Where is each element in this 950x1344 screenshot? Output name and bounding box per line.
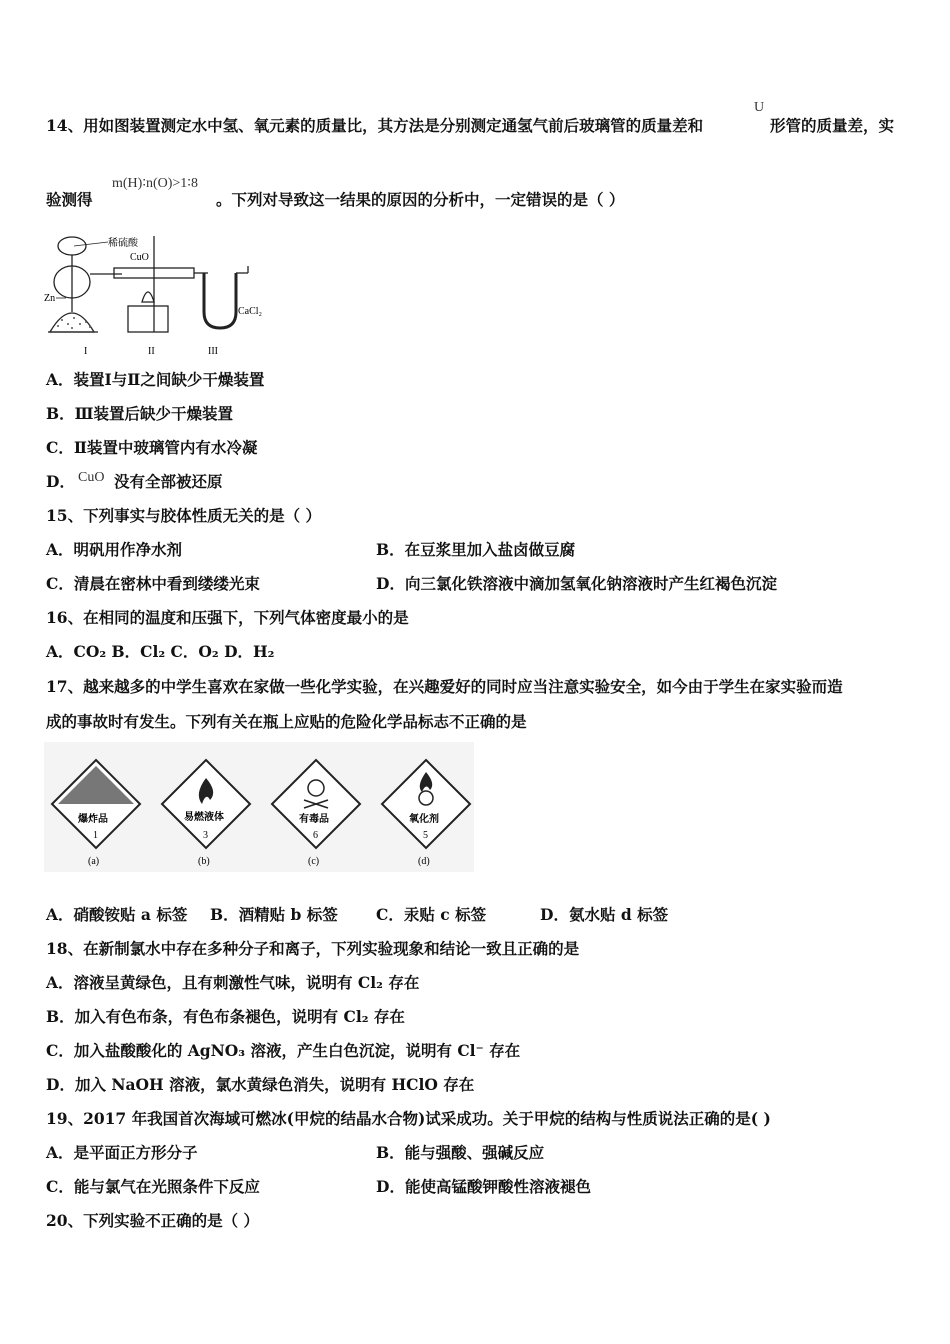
label-cuo: CuO [130, 252, 149, 263]
q19-option-a: A．是平面正方形分子 [46, 1143, 198, 1162]
label-zn: Zn [44, 293, 56, 304]
label-cacl2: CaCl₂ [238, 306, 263, 317]
q14-option-b: B．Ⅲ装置后缺少干燥装置 [46, 404, 233, 423]
q14-option-d-head: D． [46, 472, 75, 491]
q19-option-d: D．能使高锰酸钾酸性溶液褪色 [376, 1177, 591, 1196]
hazard-signs-figure [44, 742, 474, 872]
sign-c-num: 6 [313, 830, 318, 841]
q17-line2: 成的事故时有发生。下列有关在瓶上应贴的危险化学品标志不正确的是 [46, 712, 527, 731]
u-tube-symbol: U [754, 100, 765, 115]
sign-d-caption: (d) [418, 856, 430, 867]
q14-option-d-formula: CuO [78, 470, 105, 485]
q15-option-a: A．明矾用作净水剂 [46, 540, 183, 559]
q18-option-d: D．加入 NaOH 溶液，氯水黄绿色消失，说明有 HClO 存在 [46, 1075, 475, 1094]
sign-d-num: 5 [423, 830, 428, 841]
sign-b-num: 3 [203, 830, 208, 841]
sign-b-text: 易燃液体 [184, 812, 224, 823]
q17-option-a: A．硝酸铵贴 a 标签 [46, 905, 188, 924]
sign-a-caption: (a) [88, 856, 100, 867]
q14-line1-text: 14、用如图装置测定水中氢、氧元素的质量比，其方法是分别测定通氢气前后玻璃管的质量差和 [46, 116, 704, 135]
apparatus-figure [44, 232, 274, 360]
q18-option-c: C．加入盐酸酸化的 AgNO₃ 溶液，产生白色沉淀，说明有 Cl⁻ 存在 [46, 1041, 521, 1060]
q19-stem: 19、2017 年我国首次海域可燃冰(甲烷的结晶水合物)试采成功。关于甲烷的结构与性质说法正确的是( ) [46, 1109, 771, 1128]
sign-a-text: 爆炸品 [78, 814, 108, 825]
label-acid: 稀硫酸 [108, 238, 138, 249]
sign-c-text: 有毒品 [299, 814, 329, 825]
kipp-generator [48, 237, 122, 332]
label-i: I [84, 346, 88, 357]
q15-option-c: C．清晨在密林中看到缕缕光束 [46, 574, 260, 593]
q18-option-b: B．加入有色布条，有色布条褪色，说明有 Cl₂ 存在 [46, 1007, 405, 1026]
q15-option-d: D．向三氯化铁溶液中滴加氢氧化钠溶液时产生红褐色沉淀 [376, 574, 777, 593]
q14-ratio-formula: m(H)∶n(O)>1∶8 [112, 176, 198, 191]
q15-stem: 15、下列事实与胶体性质无关的是（ ） [46, 506, 321, 525]
q18-option-a: A．溶液呈黄绿色，且有刺激性气味，说明有 Cl₂ 存在 [46, 973, 420, 992]
q17-line1: 17、越来越多的中学生喜欢在家做一些化学实验，在兴趣爱好的同时应当注意实验安全，如今由于学生在家实验而造 [46, 677, 843, 696]
label-ii: II [148, 346, 155, 357]
q14-line2-tail: 。下列对导致这一结果的原因的分析中，一定错误的是（ ） [216, 190, 625, 209]
q14-option-c: C．Ⅱ装置中玻璃管内有水冷凝 [46, 438, 258, 457]
q17-option-b: B．酒精贴 b 标签 [210, 905, 338, 924]
q15-option-b: B．在豆浆里加入盐卤做豆腐 [376, 540, 576, 559]
sign-c-caption: (c) [308, 856, 320, 867]
label-iii: III [208, 346, 218, 357]
q16-options: A．CO₂ B．Cl₂ C．O₂ D．H₂ [46, 642, 275, 661]
heated-tube [114, 236, 208, 332]
q14-option-d-tail: 没有全部被还原 [114, 472, 223, 491]
q20-stem: 20、下列实验不正确的是（ ） [46, 1211, 259, 1230]
q17-option-d: D．氨水贴 d 标签 [540, 905, 669, 924]
q14-line2-head: 验测得 [46, 190, 93, 209]
kipp-solid-dots [57, 317, 91, 329]
sign-b-caption: (b) [198, 856, 210, 867]
q14-option-a: A．装置Ⅰ与Ⅱ之间缺少干燥装置 [46, 370, 265, 389]
sign-a-num: 1 [93, 830, 98, 841]
q14-line1-tail: 形管的质量差，实 [770, 116, 895, 135]
sign-d-text: 氧化剂 [409, 814, 439, 825]
q19-option-c: C．能与氯气在光照条件下反应 [46, 1177, 260, 1196]
q18-stem: 18、在新制氯水中存在多种分子和离子，下列实验现象和结论一致且正确的是 [46, 939, 580, 958]
q16-stem: 16、在相同的温度和压强下，下列气体密度最小的是 [46, 608, 409, 627]
q19-option-b: B．能与强酸、强碱反应 [376, 1143, 545, 1162]
q14-line1 [46, 116, 703, 136]
u-tube [204, 266, 248, 328]
q17-option-c: C．汞贴 c 标签 [376, 905, 487, 924]
